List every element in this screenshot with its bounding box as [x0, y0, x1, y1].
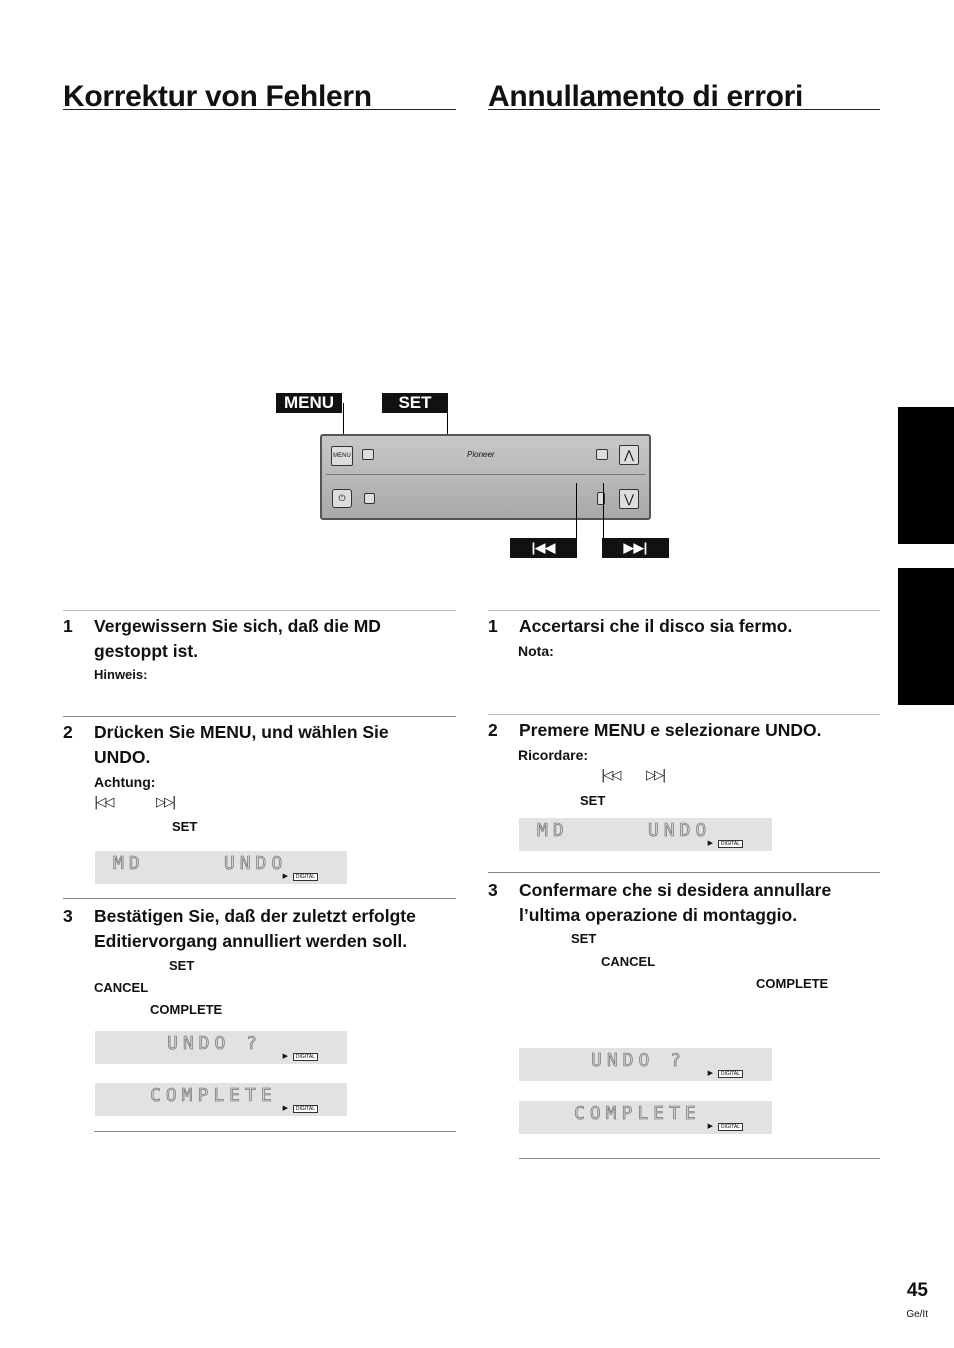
- up-button[interactable]: ⋀: [619, 445, 639, 465]
- language-tab-italian: [898, 568, 954, 705]
- note-label: Nota:: [518, 643, 554, 659]
- flag-icon: ▶: [707, 1123, 713, 1130]
- skip-next-icon: ▷▷|: [156, 795, 175, 810]
- lcd-display: [519, 1101, 772, 1134]
- title-rule: [63, 109, 456, 110]
- section-rule: [488, 610, 880, 611]
- skip-next-callout: ▶▶|: [602, 538, 669, 558]
- step-3-de: [63, 904, 456, 954]
- digital-badge: DIGITAL: [293, 1105, 318, 1113]
- step-2-it: [488, 718, 880, 743]
- complete-term: COMPLETE: [150, 1002, 223, 1017]
- cancel-term: CANCEL: [94, 980, 149, 995]
- lcd-display: [95, 1083, 347, 1116]
- lcd-text: MD UNDO: [113, 853, 288, 874]
- flag-icon: ▶: [282, 1053, 288, 1060]
- note-label: Hinweis:: [94, 667, 148, 682]
- skip-prev-icon: |◁◁: [94, 795, 113, 810]
- step-number: 2: [488, 720, 498, 740]
- page-title-italian: Annullamento di errori: [488, 80, 804, 113]
- brand-logo: Pioneer: [467, 450, 495, 459]
- step-1-it: [488, 614, 880, 639]
- set-term: SET: [571, 931, 597, 946]
- section-rule: [488, 872, 880, 873]
- section-rule: [63, 610, 456, 611]
- lcd-text: COMPLETE: [574, 1103, 701, 1124]
- step-number: 1: [63, 616, 73, 636]
- callout-line: [603, 483, 604, 540]
- section-rule: [63, 716, 456, 717]
- set-term: SET: [580, 793, 606, 808]
- small-button[interactable]: [364, 493, 375, 504]
- digital-badge: DIGITAL: [293, 1053, 318, 1061]
- lcd-display: [519, 818, 772, 851]
- set-term: SET: [169, 958, 195, 973]
- cancel-term: CANCEL: [601, 954, 656, 969]
- callout-line: [576, 483, 577, 540]
- language-code: Ge/It: [906, 1309, 928, 1320]
- flag-icon: ▶: [282, 873, 288, 880]
- panel-divider: [326, 474, 646, 475]
- set-term: SET: [172, 819, 198, 834]
- small-button[interactable]: [362, 449, 374, 460]
- remember-label: Ricordare:: [518, 747, 589, 763]
- lcd-display: [95, 1031, 347, 1064]
- skip-next-icon: ▷▷|: [646, 768, 665, 783]
- flag-icon: ▶: [707, 840, 713, 847]
- step-text: Confermare che si desidera annullare l’ultima operazione di montaggio.: [519, 880, 832, 925]
- lcd-text: UNDO ?: [591, 1050, 687, 1071]
- flag-icon: ▶: [282, 1105, 288, 1112]
- language-tab-german: [898, 407, 954, 544]
- page-number: 45: [906, 1280, 928, 1301]
- skip-prev-callout: |◀◀: [510, 538, 577, 558]
- step-text: Accertarsi che il disco sia fermo.: [519, 616, 793, 636]
- lcd-text: COMPLETE: [150, 1085, 277, 1106]
- power-button[interactable]: ⏻: [332, 489, 352, 508]
- page-title-german: Korrektur von Fehlern: [63, 80, 372, 113]
- step-number: 3: [488, 880, 498, 900]
- digital-badge: DIGITAL: [718, 1070, 743, 1078]
- flag-icon: ▶: [707, 1070, 713, 1077]
- down-button[interactable]: ⋁: [619, 489, 639, 509]
- digital-badge: DIGITAL: [718, 1123, 743, 1131]
- lcd-display: [95, 851, 347, 884]
- step-number: 1: [488, 616, 498, 636]
- skip-prev-icon: |◁◁: [601, 768, 620, 783]
- small-button[interactable]: [596, 449, 608, 460]
- step-number: 2: [63, 722, 73, 742]
- step-number: 3: [63, 906, 73, 926]
- section-rule: [488, 714, 880, 715]
- step-1-de: [63, 614, 456, 664]
- lcd-text: MD UNDO: [537, 820, 712, 841]
- step-3-it: [488, 878, 880, 928]
- step-text: Premere MENU e selezionare UNDO.: [519, 720, 822, 740]
- step-text: Bestätigen Sie, daß der zuletzt erfolgte Editiervorgang annulliert werden soll.: [94, 906, 416, 951]
- step-text: Vergewissern Sie sich, daß die MD gestoppt ist.: [94, 616, 381, 661]
- step-text: Drücken Sie MENU, und wählen Sie UNDO.: [94, 722, 389, 767]
- digital-badge: DIGITAL: [718, 840, 743, 848]
- lcd-text: UNDO ?: [167, 1033, 263, 1054]
- device-front-panel: [320, 434, 651, 520]
- digital-badge: DIGITAL: [293, 873, 318, 881]
- menu-button[interactable]: MENU: [331, 446, 353, 466]
- section-rule: [519, 1158, 880, 1159]
- lcd-display: [519, 1048, 772, 1081]
- caution-label: Achtung:: [94, 774, 156, 790]
- complete-term: COMPLETE: [756, 976, 829, 991]
- menu-callout-label: MENU: [276, 393, 342, 413]
- step-2-de: [63, 720, 456, 770]
- section-rule: [63, 898, 456, 899]
- title-rule: [488, 109, 880, 110]
- section-rule: [94, 1131, 456, 1132]
- set-callout-label: SET: [382, 393, 448, 413]
